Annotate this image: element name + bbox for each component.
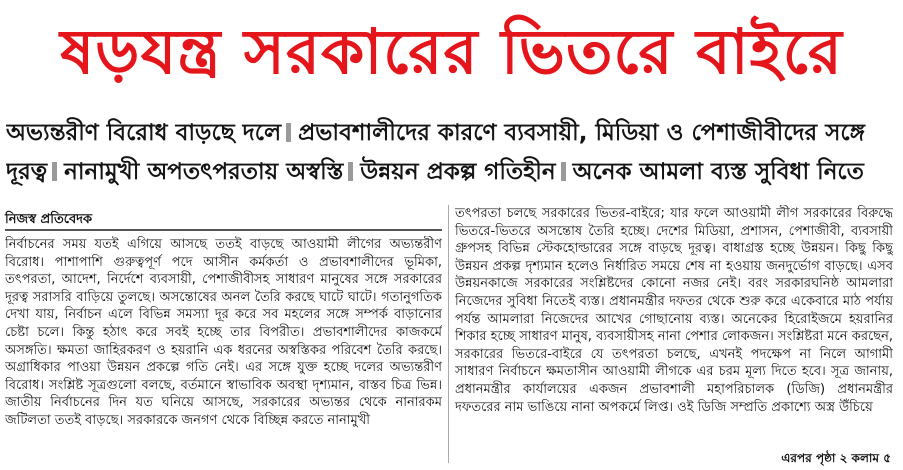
- article-column-1: নির্বাচনের সময় যতই এগিয়ে আসছে ততই বাড়ছে আওয়ামী লীগের অভ্যন্তরীণ বিরোধ। পাশাপাশি গুরুত্বপূর্ণ পদে আসীন কর্মকর্তা ও প্রভাবশালীদের ভূমিকা, তৎপরতা, আদেশ, নির্দেশে ব্যবসায়ী, পেশাজীবীসহ সাধারণ মানুষের সঙ্গে সরকারের দূরত্ব সরাসরি বাড়িয়ে তুলছে। অসন্তোষের অনল তৈরি করছে ঘাটে ঘাটে। গতানুগতিক দেখা যায়, নির্বাচন এলে বিভিন্ন সমস্যা দূর করে সব মহলের সঙ্গে সম্পর্ক বাড়ানোর চেষ্টা চলে। কিন্তু হঠাৎ করে সবই হচ্ছে তার বিপরীত। প্রভাবশালীদের কাজকর্মে অসঙ্গতি। ক্ষমতা জাহিরকরণ ও হয়রানি এক ধরনের অস্বস্তিকর পরিবেশ তৈরি করছে। অগ্রাধিকার পাওয়া উন্নয়ন প্রকল্পে গতি নেই। এর সঙ্গে যুক্ত হচ্ছে দলের অভ্যন্তরীণ বিরোধ। সংশ্লিষ্ট সূত্রগুলো বলছে, বর্তমানে স্বাভাবিক অবস্থা দৃশ্যমান, বাস্তব চিত্র ভিন্ন। জাতীয় নির্বাচনের দিন যত ঘনিয়ে আসছে, সরকারের অভ্যন্তর থেকে নানারকম জটিলতা ততই বাড়ছে। সরকারকে জনগণ থেকে বিচ্ছিন্ন করতে নানামুখী: [5, 237, 442, 428]
- continued-on-page: এরপর পৃষ্ঠা ২ কলাম ৫: [781, 451, 891, 465]
- subheadline-item: অনেক আমলা ব্যস্ত সুবিধা নিতে: [572, 159, 864, 185]
- subheadline-item: নানামুখী অপতৎপরতায় অস্বস্তি: [64, 159, 344, 185]
- column-divider: [448, 205, 449, 463]
- byline: নিজস্ব প্রতিবেদক: [5, 212, 93, 227]
- subheadline-item: প্রভাবশালীদের কারণে ব্যবসায়ী, মিডিয়া ও পেশাজীবীদের সঙ্গে: [298, 120, 865, 146]
- subheadline-item: উন্নয়ন প্রকল্প গতিহীন: [360, 159, 556, 185]
- subheadline-item: দূরত্ব: [6, 159, 48, 185]
- separator-bar: [561, 162, 566, 181]
- separator-bar: [348, 162, 353, 181]
- separator-bar: [52, 162, 57, 181]
- byline-rule: [5, 229, 442, 231]
- subheadline-block: [6, 114, 900, 192]
- headline: ষড়যন্ত্র সরকারের ভিতরে বাইরে: [60, 15, 843, 88]
- article-column-2: তৎপরতা চলছে সরকারের ভিতর-বাইরে; যার ফলে আওয়ামী লীগ সরকারের বিরুদ্ধে ভিতরে-ভিতরে অসন্তোষ তৈরি হচ্ছে। দেশের মিডিয়া, প্রশাসন, পেশাজীবী, ব্যবসায়ী গ্রুপসহ বিভিন্ন স্টেকহোল্ডারের সঙ্গে বাড়ছে দূরত্ব। বাধাগ্রস্ত হচ্ছে উন্নয়ন। কিছু কিছু উন্নয়ন প্রকল্প দৃশ্যমান হলেও নির্ধারিত সময়ে শেষ না হওয়ায় জনদুর্ভোগ বাড়ছে। এসব উন্নয়নকাজে সরকারের সংশ্লিষ্টদের কোনো নজর নেই। বরং সরকারঘনিষ্ঠ আমলারা নিজেদের সুবিধা নিতেই ব্যস্ত। প্রধানমন্ত্রীর দফতর থেকে শুরু করে একেবারে মাঠ পর্যায় পর্যন্ত আমলারা নিজেদের আখের গোছানোয় ব্যস্ত। অনেকের হিরোইজমে হয়রানির শিকার হচ্ছে সাধারণ মানুষ, ব্যবসায়ীসহ নানা পেশার লোকজন। সংশ্লিষ্টরা মনে করছেন, সরকারের ভিতরে-বাইরে যে তৎপরতা চলছে, এখনই পদক্ষেপ না নিলে আগামী সাধারণ নির্বাচনে ক্ষমতাসীন আওয়ামী লীগকে এর চরম মূল্য দিতে হবে। সূত্র জানায়, প্রধানমন্ত্রীর কার্যালয়ের একজন প্রভাবশালী মহাপরিচালক (ডিজি) প্রধানমন্ত্রীর দফতরের নাম ভাঙিয়ে নানা অপকর্মে লিপ্ত। ওই ডিজি সম্প্রতি প্রকাশ্যে অস্ত্র উঁচিয়ে: [455, 206, 893, 415]
- subheadline-line-2: [6, 153, 900, 192]
- subheadline-item: অভ্যন্তরীণ বিরোধ বাড়ছে দলে: [6, 120, 282, 146]
- separator-bar: [286, 123, 291, 142]
- subheadline-line-1: [6, 114, 900, 153]
